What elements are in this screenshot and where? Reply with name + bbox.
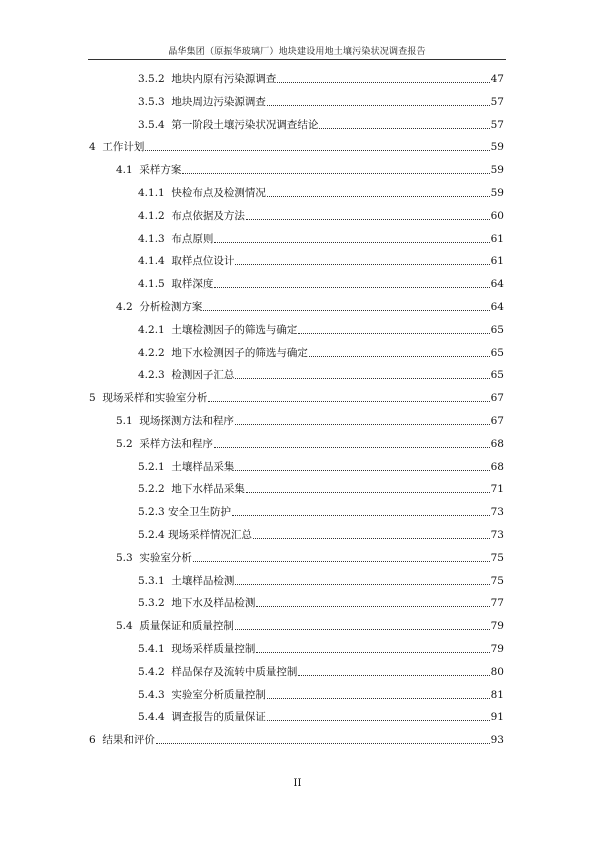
toc-entry-separator <box>165 460 172 474</box>
toc-entry-separator <box>133 163 140 177</box>
toc-entry[interactable] <box>138 570 504 588</box>
toc-dot-leader <box>235 378 489 379</box>
toc-dot-leader <box>267 105 490 106</box>
toc-entry-title: 土壤样品采集 <box>171 460 235 473</box>
toc-entry-number: 5.2.4 <box>138 529 165 541</box>
toc-dot-leader <box>246 492 490 493</box>
toc-entry-page: 71 <box>490 483 504 496</box>
toc-entry-number: 4.2.3 <box>138 369 165 382</box>
toc-entry-separator <box>165 95 172 109</box>
toc-dot-leader <box>253 538 490 539</box>
toc-entry-separator <box>133 300 140 314</box>
toc-entry-title: 采样方法和程序 <box>139 437 213 450</box>
toc-entry-title: 现场采样和实验室分析 <box>102 392 208 405</box>
toc-entry-number: 3.5.2 <box>138 73 165 85</box>
toc-entry[interactable] <box>138 250 504 268</box>
toc-entry-page: 75 <box>490 551 504 564</box>
toc-entry-page: 67 <box>490 392 504 405</box>
toc-entry-number: 3.5.3 <box>138 95 165 108</box>
toc-entry-title: 分析检测方案 <box>139 301 203 313</box>
toc-entry-title: 土壤样品检测 <box>171 574 235 587</box>
toc-entry-number: 5.2.1 <box>138 460 165 473</box>
toc-entry[interactable] <box>138 91 504 109</box>
toc-entry-separator <box>165 323 172 337</box>
toc-entry-title: 布点依据及方法 <box>171 209 245 222</box>
toc-entry-number: 5.4.3 <box>138 688 165 701</box>
toc-entry-title: 样品保存及流转中质量控制 <box>171 665 298 678</box>
toc-entry-page: 79 <box>490 620 504 633</box>
toc-entry[interactable] <box>116 547 504 565</box>
toc-entry-page: 47 <box>490 73 504 85</box>
toc-dot-leader <box>232 515 490 516</box>
toc-entry[interactable] <box>138 182 504 200</box>
toc-dot-leader <box>182 173 489 174</box>
toc-dot-leader <box>203 310 489 311</box>
toc-dot-leader <box>246 219 490 220</box>
toc-entry-separator <box>165 688 172 702</box>
toc-entry-page: 64 <box>490 301 504 313</box>
toc-entry[interactable] <box>138 364 504 382</box>
toc-entry-page: 75 <box>490 574 504 587</box>
toc-entry[interactable] <box>138 684 504 702</box>
toc-entry[interactable] <box>138 456 504 474</box>
toc-entry-separator <box>165 72 172 86</box>
toc-entry-page: 59 <box>490 187 504 199</box>
toc-entry[interactable] <box>138 205 504 223</box>
toc-entry-title: 地块周边污染源调查 <box>171 95 266 108</box>
toc-entry-page: 64 <box>490 278 504 291</box>
toc-entry-title: 实验室分析质量控制 <box>171 688 266 701</box>
toc-entry-separator <box>165 642 172 656</box>
toc-entry-title: 检测因子汇总 <box>171 369 235 382</box>
toc-entry-number: 4.2 <box>116 301 133 313</box>
toc-entry-page: 67 <box>490 415 504 427</box>
toc-dot-leader <box>208 401 489 402</box>
toc-entry-title: 工作计划 <box>102 141 145 154</box>
toc-entry-page: 59 <box>490 164 504 177</box>
toc-entry-title: 现场采样质量控制 <box>171 643 256 655</box>
toc-entry-separator <box>133 437 140 451</box>
toc-entry[interactable] <box>116 410 504 428</box>
toc-dot-leader <box>298 675 489 676</box>
running-header: 晶华集团（原振华玻璃厂）地块建设用地土壤污染状况调查报告 <box>168 47 426 57</box>
toc-entry-number: 5.1 <box>116 415 133 427</box>
toc-entry-number: 5.4.1 <box>138 643 165 655</box>
toc-entry-page: 65 <box>490 346 504 359</box>
toc-entry-separator <box>96 140 103 154</box>
toc-entry-page: 60 <box>490 209 504 222</box>
toc-entry-page: 59 <box>490 141 504 154</box>
toc-entry[interactable] <box>116 433 504 451</box>
toc-entry-title: 布点原则 <box>171 232 214 245</box>
toc-entry-page: 61 <box>490 232 504 245</box>
toc-dot-leader <box>267 720 490 721</box>
toc-entry-page: 77 <box>490 597 504 610</box>
toc-entry-number: 5.2.3 <box>138 506 165 519</box>
page-number: II <box>293 778 302 789</box>
toc-entry-title: 采样方案 <box>139 164 182 177</box>
toc-entry-separator <box>165 232 172 246</box>
toc-dot-leader <box>267 698 490 699</box>
toc-entry-page: 73 <box>490 529 504 541</box>
toc-entry[interactable] <box>138 228 504 246</box>
toc-entry-page: 91 <box>490 711 504 724</box>
toc-entry[interactable] <box>138 638 504 656</box>
toc-entry[interactable] <box>138 68 504 86</box>
toc-entry-title: 地块内原有污染源调查 <box>171 73 277 85</box>
toc-entry-number: 4 <box>89 141 96 154</box>
toc-dot-leader <box>298 333 489 334</box>
toc-entry-separator <box>96 391 103 405</box>
toc-entry[interactable] <box>138 342 504 360</box>
toc-entry[interactable] <box>138 592 504 610</box>
toc-entry[interactable] <box>138 478 504 496</box>
toc-entry-separator <box>165 186 172 200</box>
toc-entry-separator <box>133 414 140 428</box>
toc-entry-separator <box>133 619 140 633</box>
toc-entry-page: 57 <box>490 95 504 108</box>
toc-entry-page: 73 <box>490 506 504 519</box>
toc-dot-leader <box>256 606 489 607</box>
toc-entry-title: 实验室分析 <box>139 551 192 564</box>
toc-entry-separator <box>133 551 140 565</box>
toc-dot-leader <box>193 561 490 562</box>
toc-entry-title: 土壤检测因子的筛选与确定 <box>171 323 298 336</box>
toc-entry-number: 5.3 <box>116 551 133 564</box>
toc-entry[interactable] <box>138 661 504 679</box>
toc-dot-leader <box>145 150 489 151</box>
toc-entry[interactable] <box>116 615 504 633</box>
toc-entry[interactable] <box>138 706 504 724</box>
toc-entry-number: 4.2.1 <box>138 323 165 336</box>
toc-entry-page: 65 <box>490 323 504 336</box>
toc-entry-number: 5.2.2 <box>138 483 165 496</box>
toc-dot-leader <box>235 470 489 471</box>
toc-entry-title: 地下水检测因子的筛选与确定 <box>171 346 308 359</box>
toc-dot-leader <box>214 447 490 448</box>
toc-entry-number: 4.1.3 <box>138 232 165 245</box>
toc-entry-number: 4.1.5 <box>138 278 165 291</box>
toc-entry-number: 4.1 <box>116 164 133 177</box>
toc-entry-page: 93 <box>490 734 504 747</box>
toc-entry-number: 5.4.4 <box>138 711 165 724</box>
toc-dot-leader <box>235 629 490 630</box>
toc-dot-leader <box>156 743 490 744</box>
toc-entry[interactable] <box>89 729 504 747</box>
toc-entry-number: 4.2.2 <box>138 346 165 359</box>
toc-dot-leader <box>277 82 489 83</box>
toc-entry-number: 4.1.4 <box>138 255 165 268</box>
toc-entry-number: 5 <box>89 392 96 405</box>
toc-entry-separator <box>165 574 172 588</box>
toc-entry-title: 取样深度 <box>171 278 214 291</box>
toc-entry-separator <box>165 665 172 679</box>
toc-entry-separator <box>165 368 172 382</box>
toc-entry-number: 6 <box>89 734 96 747</box>
toc-entry-number: 3.5.4 <box>138 118 165 131</box>
toc-dot-leader <box>309 356 490 357</box>
toc-entry-separator <box>165 346 172 360</box>
toc-entry[interactable] <box>138 524 504 542</box>
toc-entry-title: 现场采样情况汇总 <box>168 529 253 541</box>
toc-entry-page: 81 <box>490 688 504 701</box>
toc-entry-page: 79 <box>490 643 504 655</box>
toc-dot-leader <box>256 652 489 653</box>
toc-entry[interactable] <box>116 159 504 177</box>
toc-entry-title: 现场探测方法和程序 <box>139 415 234 427</box>
toc-entry-separator <box>165 118 172 132</box>
toc-entry-page: 65 <box>490 369 504 382</box>
toc-entry[interactable] <box>138 273 504 291</box>
toc-entry-separator <box>165 710 172 724</box>
toc-entry-number: 5.3.1 <box>138 574 165 587</box>
toc-entry-title: 地下水样品采集 <box>171 483 245 496</box>
toc-entry-page: 61 <box>490 255 504 268</box>
toc-dot-leader <box>235 264 489 265</box>
toc-entry-page: 57 <box>490 118 504 131</box>
toc-entry-separator <box>96 733 103 747</box>
toc-entry-title: 取样点位设计 <box>171 255 235 268</box>
toc-entry-title: 快检布点及检测情况 <box>171 187 266 199</box>
toc-entry-title: 第一阶段土壤污染状况调查结论 <box>171 118 319 131</box>
toc-entry-separator <box>165 277 172 291</box>
toc-entry-separator <box>165 482 172 496</box>
toc-entry-number: 5.4 <box>116 620 133 633</box>
toc-entry[interactable] <box>89 387 504 405</box>
toc-entry-number: 5.3.2 <box>138 597 165 610</box>
toc-dot-leader <box>235 584 489 585</box>
toc-entry-number: 5.2 <box>116 437 133 450</box>
toc-entry-separator <box>165 596 172 610</box>
toc-entry[interactable] <box>138 114 504 132</box>
header-rule <box>88 59 506 60</box>
toc-entry[interactable] <box>116 296 504 314</box>
toc-entry-page: 80 <box>490 665 504 678</box>
toc-entry-title: 地下水及样品检测 <box>171 597 256 610</box>
toc-dot-leader <box>235 424 490 425</box>
toc-entry-separator <box>165 209 172 223</box>
toc-entry-page: 68 <box>490 460 504 473</box>
toc-entry-title: 调查报告的质量保证 <box>171 711 266 724</box>
toc-entry-separator <box>165 254 172 268</box>
toc-dot-leader <box>214 287 489 288</box>
toc-entry-title: 结果和评价 <box>102 734 155 747</box>
toc-entry-title: 安全卫生防护 <box>168 506 232 519</box>
toc-dot-leader <box>267 196 490 197</box>
toc-entry-number: 4.1.2 <box>138 209 165 222</box>
toc-entry-number: 5.4.2 <box>138 665 165 678</box>
toc-entry-number: 4.1.1 <box>138 187 165 199</box>
toc-entry-title: 质量保证和质量控制 <box>139 620 234 633</box>
toc-entry[interactable] <box>138 501 504 519</box>
toc-entry[interactable] <box>138 319 504 337</box>
toc-dot-leader <box>214 242 489 243</box>
toc-dot-leader <box>319 128 489 129</box>
toc-entry[interactable] <box>89 136 504 154</box>
toc-entry-page: 68 <box>490 437 504 450</box>
